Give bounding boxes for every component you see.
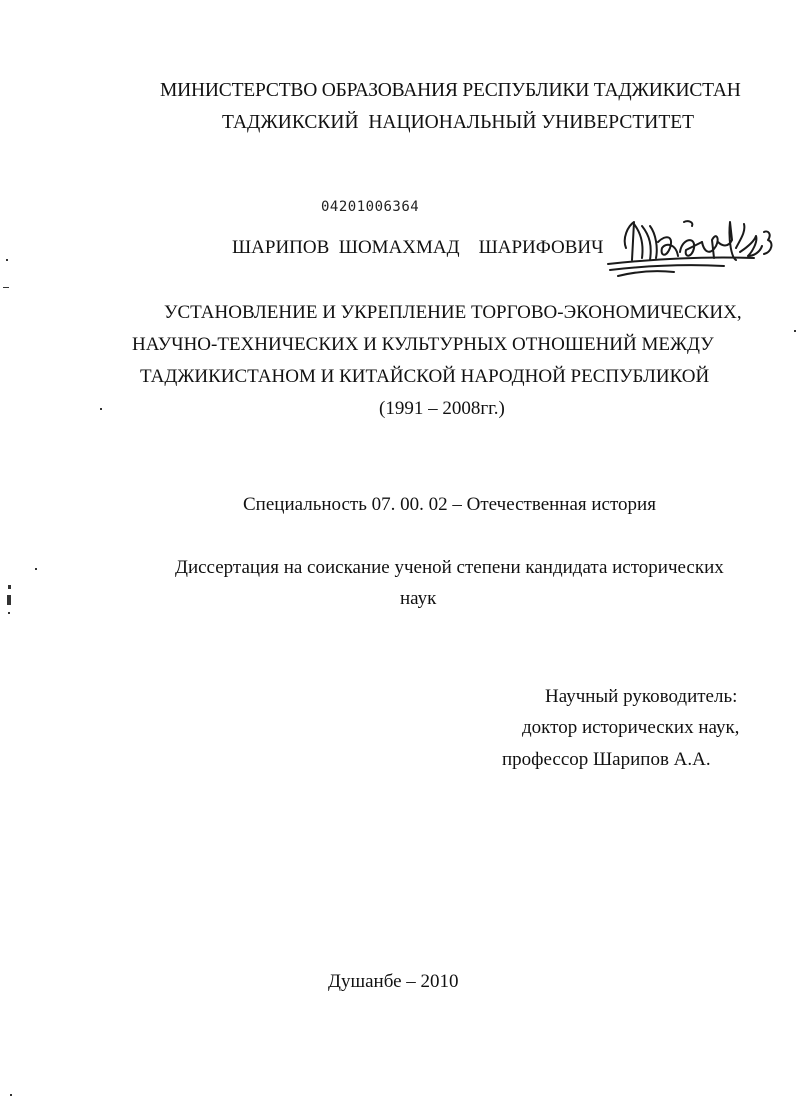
title-years: (1991 – 2008гг.) <box>379 398 505 419</box>
title-line-2: НАУЧНО-ТЕХНИЧЕСКИХ И КУЛЬТУРНЫХ ОТНОШЕНИЙ МЕЖДУ <box>132 334 714 355</box>
dissertation-line-2: наук <box>400 588 437 609</box>
scan-speck <box>35 568 37 570</box>
scan-speck <box>10 1094 12 1096</box>
title-line-1: УСТАНОВЛЕНИЕ И УКРЕПЛЕНИЕ ТОРГОВО-ЭКОНОМИЧЕСКИХ, <box>164 302 742 323</box>
city-year: Душанбе – 2010 <box>328 971 459 992</box>
specialty: Специальность 07. 00. 02 – Отечественная история <box>243 494 656 515</box>
supervisor-name: профессор Шарипов А.А. <box>502 749 711 770</box>
dissertation-line-1: Диссертация на соискание ученой степени кандидата исторических <box>175 557 724 578</box>
supervisor-degree: доктор исторических наук, <box>522 717 740 738</box>
scan-speck <box>7 595 11 605</box>
registration-number: 04201006364 <box>321 199 420 215</box>
author-name: ШАРИПОВ ШОМАХМАД ШАРИФОВИЧ <box>232 237 604 258</box>
title-line-3: ТАДЖИКИСТАНОМ И КИТАЙСКОЙ НАРОДНОЙ РЕСПУБЛИКОЙ <box>140 366 710 387</box>
scan-speck <box>100 408 102 410</box>
scan-speck <box>6 259 8 261</box>
scan-speck <box>8 585 11 589</box>
supervisor-label: Научный руководитель: <box>545 686 738 707</box>
university-heading: ТАДЖИКСКИЙ НАЦИОНАЛЬНЫЙ УНИВЕРСТИТЕТ <box>222 112 695 133</box>
scan-speck <box>8 612 10 614</box>
scan-speck <box>794 330 796 332</box>
scan-speck <box>3 287 9 288</box>
author-signature <box>604 212 784 292</box>
ministry-heading: МИНИСТЕРСТВО ОБРАЗОВАНИЯ РЕСПУБЛИКИ ТАДЖИКИСТАН <box>160 80 741 101</box>
